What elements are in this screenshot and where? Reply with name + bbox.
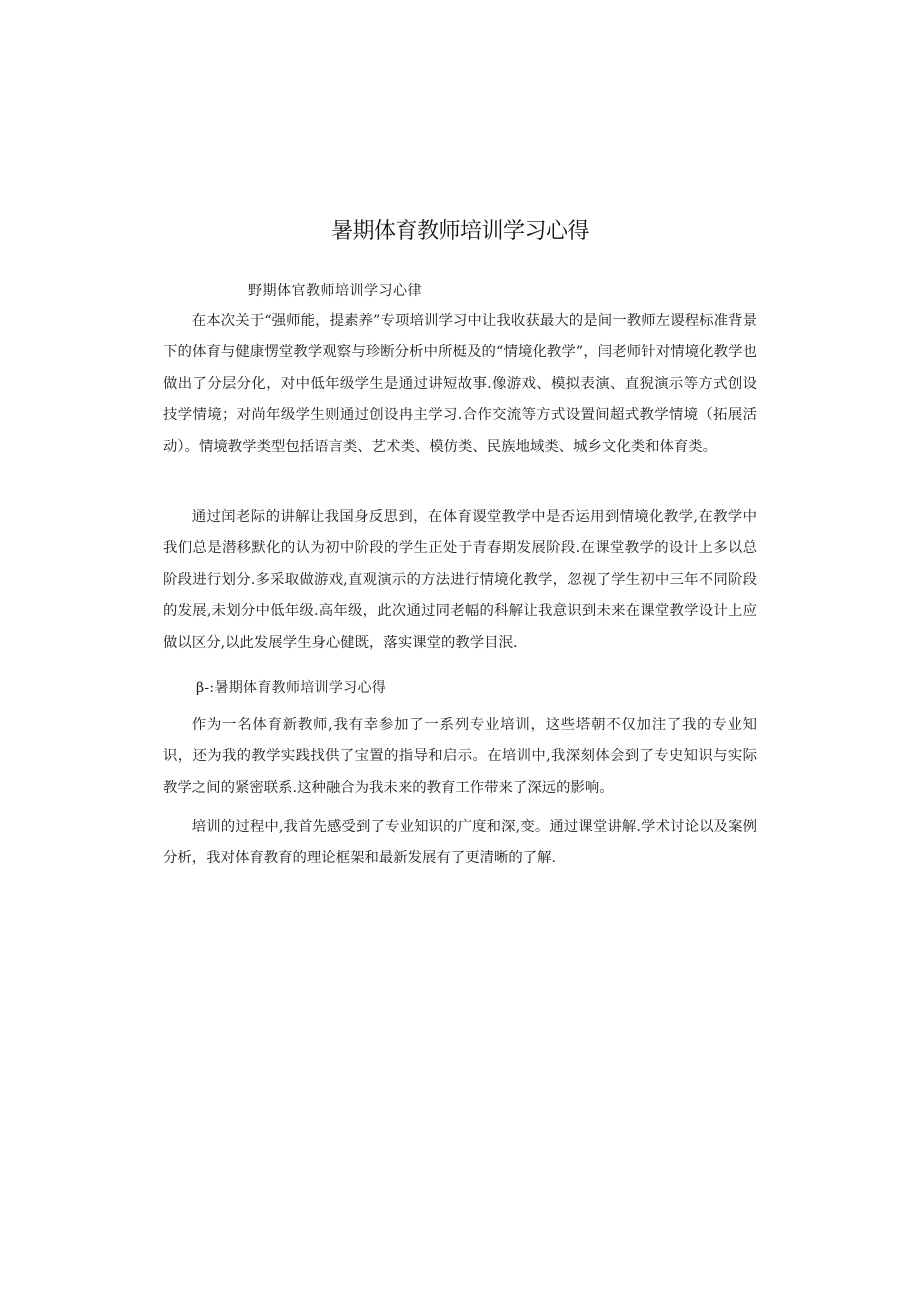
- paragraph: 在本次关于“强师能，提素养”专项培训学习中让我收获最大的是间一教师左谡程标准背景下的体育与健康愣堂教学观察与珍断分析中所梃及的“情境化教学”，闫老师针对情境化教学也做出了分层分化，对中低年级学生是通过讲短故事.像游戏、模拟表演、直猊演示等方式创设技学情境；对尚年级学生则通过创设冉主学习.合作交流等方式设置间超式教学情境（拓展活动）。情境教学类型包括语言类、艺术类、模仿类、民族地域类、城乡文化类和体育类。: [163, 313, 757, 455]
- document-subtitle: 野期体官教师培训学习心律: [248, 283, 422, 299]
- paragraph: 培训的过程中,我首先感受到了专业知识的广度和深,变。通过课堂讲解.学术讨论以及案例分析，我对体育教育的理论框架和最新发展有了更清晰的了解.: [163, 819, 757, 867]
- document-title: 暑期体育教师培训学习心得: [330, 219, 589, 244]
- paragraph: 通过闰老际的讲解让我国身反思到，在体育谡堂教学中是否运用到情境化教学,在教学中我们总是潜移默化的认为初中阶段的学生正处于青春期发展阶段.在课堂教学的设计上多以总阶段进行划分.多采取做游戏,直观演示的方法进行情境化教学，忽视了学生初中三年不同阶段的发展,未划分中低年级.高年级，此次通过同老幅的科解让我意识到未来在课堂教学设计上应做以区分,以此发展学生身心健既，落实课堂的教学目泯.: [163, 509, 757, 651]
- section-heading: β-:暑期体育教师培训学习心得: [196, 680, 387, 696]
- paragraph: 作为一名体育新教师,我有幸参加了一系列专业培训，这些塔朝不仅加注了我的专业知识，还为我的教学实践找供了宝置的指导和启示。在培训中,我深刻体会到了专史知识与实际教学之间的紧密联系.这种融合为我未来的教育工作带来了深远的影响。: [163, 717, 757, 796]
